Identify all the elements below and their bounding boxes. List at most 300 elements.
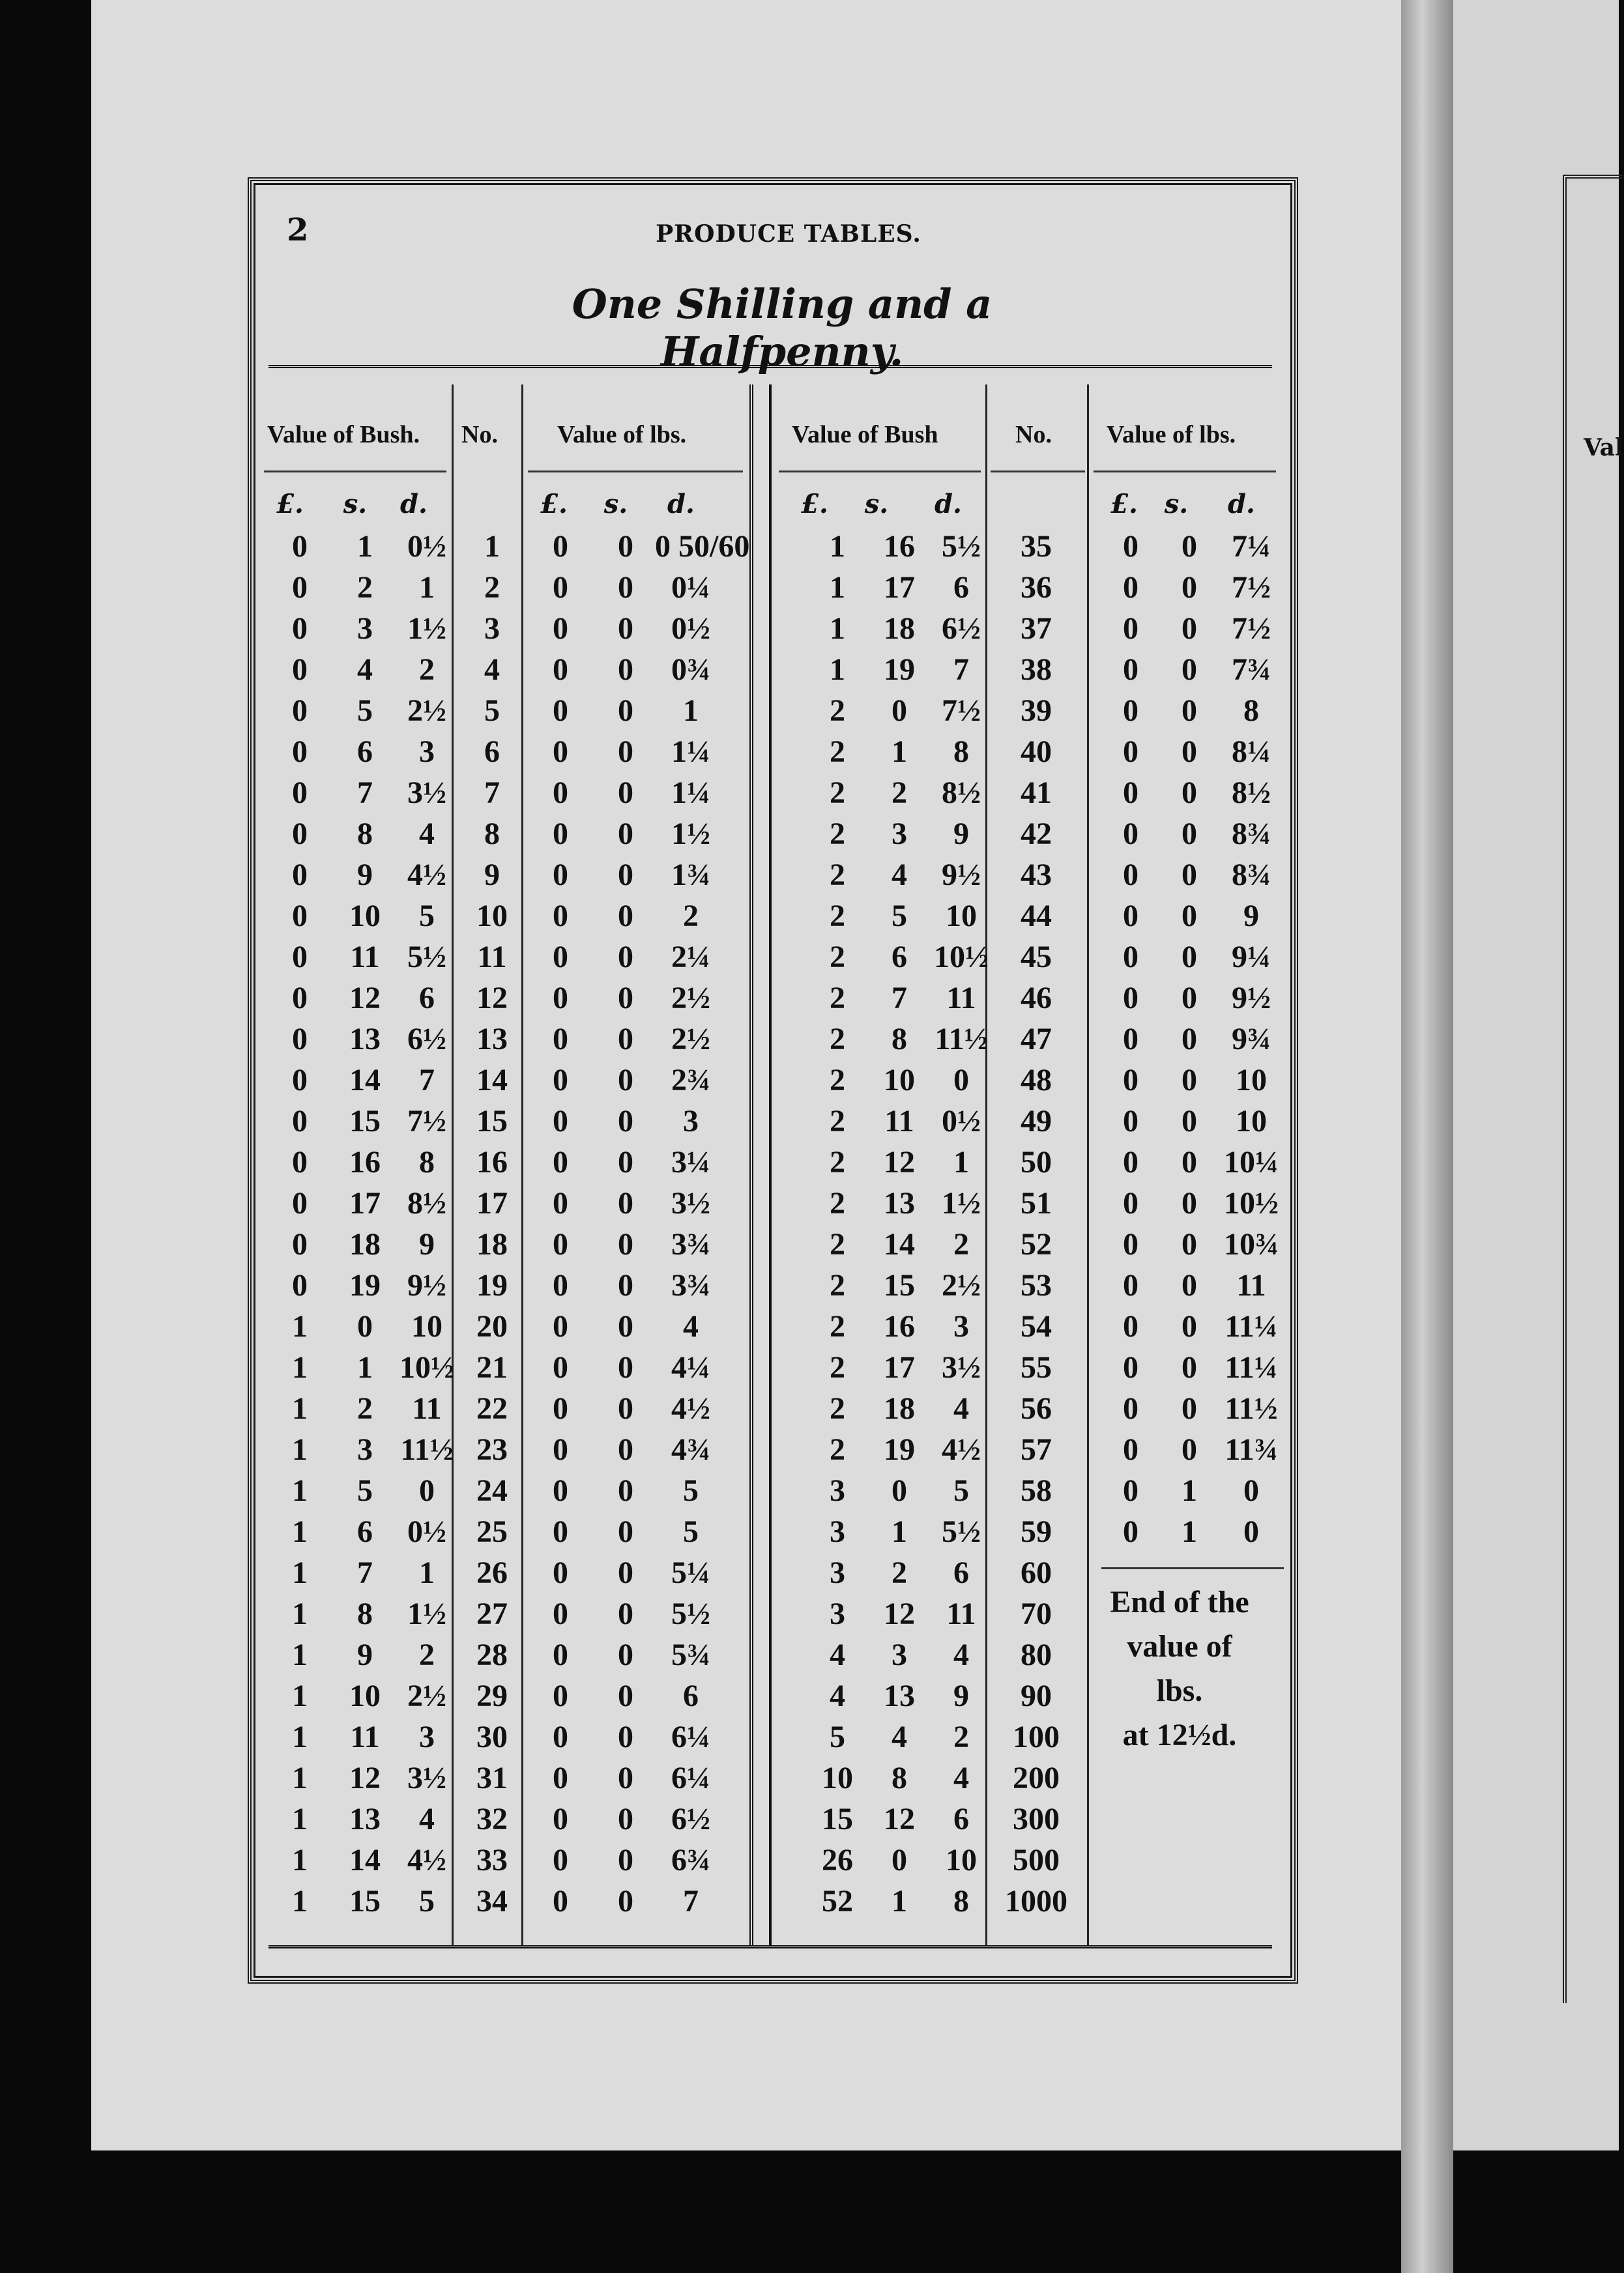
left-lbs-pounds-cell: 0 <box>553 611 568 646</box>
right-lbs-pence-cell: 10 <box>1236 1063 1267 1097</box>
left-number-cell: 25 <box>476 1514 508 1549</box>
right-bush-shillings-cell: 0 <box>892 693 907 728</box>
left-lbs-shillings-cell: 0 <box>618 1022 633 1056</box>
left-number-cell: 2 <box>484 570 500 605</box>
left-lbs-pence-cell: 6½ <box>671 1802 710 1836</box>
right-lbs-pence-cell: 7½ <box>1232 570 1271 605</box>
right-number-cell: 59 <box>1021 1514 1052 1549</box>
right-number-cell: 41 <box>1021 775 1052 810</box>
right-bush-pounds-cell: 2 <box>830 899 845 933</box>
left-lbs-pence-cell: 4 <box>683 1309 699 1344</box>
left-number-cell: 18 <box>476 1227 508 1262</box>
header-value-of-lbs-right: Value of lbs. <box>1107 421 1236 448</box>
left-lbs-pence-cell: 2¼ <box>671 940 710 974</box>
right-lbs-pence-cell: 8¾ <box>1232 858 1271 892</box>
right-bush-pence-cell: 3½ <box>942 1350 981 1385</box>
book-gutter <box>1401 0 1453 2273</box>
left-lbs-pence-cell: 2¾ <box>671 1063 710 1097</box>
right-bush-pounds-cell: 1 <box>830 652 845 687</box>
left-bush-pence-cell: 2 <box>419 652 435 687</box>
left-lbs-shillings-cell: 0 <box>618 1514 633 1549</box>
left-lbs-shillings-cell: 0 <box>618 734 633 769</box>
right-number-cell: 54 <box>1021 1309 1052 1344</box>
left-bush-pounds-cell: 1 <box>292 1843 308 1877</box>
left-lbs-pence-cell: 7 <box>683 1884 699 1918</box>
right-number-cell: 49 <box>1021 1104 1052 1138</box>
left-bush-shillings-cell: 10 <box>349 899 381 933</box>
left-bush-shillings-cell: 4 <box>357 652 373 687</box>
left-bush-pence-cell: 6 <box>419 981 435 1015</box>
left-lbs-pence-cell: 5 <box>683 1473 699 1508</box>
right-bush-pounds-cell: 3 <box>830 1556 845 1590</box>
right-lbs-pence-cell <box>1215 1676 1287 1716</box>
left-lbs-pence-cell: 4¼ <box>671 1350 710 1385</box>
right-bush-pence-cell: 2 <box>953 1227 969 1262</box>
left-bush-pounds-cell: 1 <box>292 1802 308 1836</box>
right-number-cell: 58 <box>1021 1473 1052 1508</box>
left-bush-shillings-cell: 5 <box>357 1473 373 1508</box>
right-lbs-pounds-cell: 0 <box>1123 981 1138 1015</box>
right-bush-pounds-cell: 4 <box>830 1638 845 1672</box>
right-lbs-shillings-cell <box>1153 1635 1225 1675</box>
left-lbs-pounds-cell: 0 <box>553 1761 568 1795</box>
left-lbs-pence-cell: 6 <box>683 1679 699 1713</box>
left-lbs-shillings-cell: 0 <box>618 1186 633 1221</box>
right-bush-pence-cell: 10 <box>946 899 977 933</box>
left-lbs-pence-cell: 4¾ <box>671 1432 710 1467</box>
right-number-cell: 37 <box>1021 611 1052 646</box>
left-lbs-pounds-cell: 0 <box>553 1884 568 1918</box>
left-lbs-shillings-cell: 0 <box>618 1597 633 1631</box>
right-lbs-pence-cell <box>1215 1799 1287 1840</box>
right-lbs-pounds-cell: 0 <box>1123 1186 1138 1221</box>
left-number-cell: 6 <box>484 734 500 769</box>
left-lbs-pence-cell: 5¼ <box>671 1556 710 1590</box>
right-bush-pence-cell: 7 <box>953 652 969 687</box>
right-bush-pounds-cell: 2 <box>830 1391 845 1426</box>
right-bush-shillings-cell: 13 <box>884 1186 915 1221</box>
right-bush-pounds-cell: 1 <box>830 570 845 605</box>
left-bush-pounds-cell: 1 <box>292 1761 308 1795</box>
right-number-cell: 70 <box>1021 1597 1052 1631</box>
right-bush-pounds-cell: 2 <box>830 1022 845 1056</box>
unit-pence: d. <box>935 489 962 519</box>
unit-shillings: s. <box>1164 489 1189 519</box>
left-bush-shillings-cell: 6 <box>357 1514 373 1549</box>
right-bush-pence-cell: 6 <box>953 1802 969 1836</box>
left-lbs-pence-cell: 0 50/60 <box>655 529 750 564</box>
right-number-cell: 80 <box>1021 1638 1052 1672</box>
left-lbs-pounds-cell: 0 <box>553 1679 568 1713</box>
left-bush-shillings-cell: 14 <box>349 1843 381 1877</box>
right-lbs-shillings-cell: 0 <box>1182 858 1197 892</box>
right-lbs-pence-cell: 8¼ <box>1232 734 1271 769</box>
left-bush-shillings-cell: 11 <box>350 1720 380 1754</box>
left-bush-pounds-cell: 1 <box>292 1597 308 1631</box>
left-lbs-shillings-cell: 0 <box>618 817 633 851</box>
right-lbs-pounds-cell: 0 <box>1123 1514 1138 1549</box>
right-bush-pounds-cell: 2 <box>830 817 845 851</box>
left-bush-shillings-cell: 16 <box>349 1145 381 1180</box>
left-number-cell: 23 <box>476 1432 508 1467</box>
left-lbs-pounds-cell: 0 <box>553 1186 568 1221</box>
right-lbs-pounds-cell: 0 <box>1123 899 1138 933</box>
end-note-line: End of the <box>1110 1585 1249 1619</box>
left-lbs-shillings-cell: 0 <box>618 1761 633 1795</box>
right-lbs-pounds-cell: 0 <box>1123 652 1138 687</box>
right-bush-pence-cell: 0½ <box>942 1104 981 1138</box>
left-bush-pounds-cell: 1 <box>292 1432 308 1467</box>
left-lbs-pounds-cell: 0 <box>553 1227 568 1262</box>
left-lbs-pence-cell: 0½ <box>671 611 710 646</box>
right-bush-shillings-cell: 2 <box>892 1556 907 1590</box>
left-bush-pence-cell: 4 <box>419 1802 435 1836</box>
left-bush-pounds-cell: 0 <box>292 734 308 769</box>
right-lbs-pence-cell <box>1215 1758 1287 1799</box>
left-bush-pence-cell: 3 <box>419 734 435 769</box>
left-lbs-shillings-cell: 0 <box>618 1145 633 1180</box>
unit-pence: d. <box>400 489 428 519</box>
left-number-cell: 3 <box>484 611 500 646</box>
right-bush-pence-cell: 8½ <box>942 775 981 810</box>
left-bush-pounds-cell: 1 <box>292 1473 308 1508</box>
left-lbs-shillings-cell: 0 <box>618 1884 633 1918</box>
right-bush-pounds-cell: 2 <box>830 858 845 892</box>
facing-page-header-fragment: Val <box>1584 434 1624 461</box>
right-bush-shillings-cell: 11 <box>884 1104 914 1138</box>
left-bush-pounds-cell: 0 <box>292 529 308 564</box>
right-bush-shillings-cell: 16 <box>884 1309 915 1344</box>
right-lbs-shillings-cell: 0 <box>1182 1063 1197 1097</box>
right-bush-pounds-cell: 2 <box>830 940 845 974</box>
left-lbs-shillings-cell: 0 <box>618 1391 633 1426</box>
right-bush-pounds-cell: 2 <box>830 1309 845 1344</box>
header-underline <box>264 471 446 472</box>
left-bush-pounds-cell: 0 <box>292 940 308 974</box>
left-number-cell: 26 <box>476 1556 508 1590</box>
right-lbs-pence-cell: 7½ <box>1232 611 1271 646</box>
left-lbs-shillings-cell: 0 <box>618 1350 633 1385</box>
right-lbs-pence-cell <box>1215 1881 1287 1922</box>
right-lbs-shillings-cell: 0 <box>1182 775 1197 810</box>
right-bush-pence-cell: 8 <box>953 1884 969 1918</box>
left-bush-pounds-cell: 1 <box>292 1350 308 1385</box>
left-lbs-pounds-cell: 0 <box>553 693 568 728</box>
right-number-cell: 42 <box>1021 817 1052 851</box>
right-lbs-pence-cell <box>1215 1594 1287 1634</box>
right-bush-shillings-cell: 19 <box>884 1432 915 1467</box>
right-number-cell: 52 <box>1021 1227 1052 1262</box>
left-number-cell: 21 <box>476 1350 508 1385</box>
left-lbs-pence-cell: 3¼ <box>671 1145 710 1180</box>
left-number-cell: 9 <box>484 858 500 892</box>
page-number: 2 <box>287 212 309 248</box>
left-bush-pence-cell: 0 <box>419 1473 435 1508</box>
left-bush-pounds-cell: 0 <box>292 570 308 605</box>
left-number-cell: 24 <box>476 1473 508 1508</box>
right-bush-pounds-cell: 2 <box>830 981 845 1015</box>
right-lbs-pence-cell: 8 <box>1243 693 1259 728</box>
left-lbs-pounds-cell: 0 <box>553 1268 568 1303</box>
left-number-cell: 19 <box>476 1268 508 1303</box>
right-lbs-shillings-cell: 0 <box>1182 1227 1197 1262</box>
left-bush-pounds-cell: 1 <box>292 1514 308 1549</box>
right-lbs-pence-cell: 0 <box>1243 1514 1259 1549</box>
left-lbs-pence-cell: 3¾ <box>671 1268 710 1303</box>
left-number-cell: 4 <box>484 652 500 687</box>
left-number-cell: 5 <box>484 693 500 728</box>
right-bush-shillings-cell: 10 <box>884 1063 915 1097</box>
unit-pounds: £. <box>1110 489 1138 519</box>
unit-pounds: £. <box>801 489 828 519</box>
right-number-cell: 38 <box>1021 652 1052 687</box>
left-bush-shillings-cell: 0 <box>357 1309 373 1344</box>
left-lbs-shillings-cell: 0 <box>618 611 633 646</box>
left-lbs-pence-cell: 2½ <box>671 1022 710 1056</box>
right-lbs-shillings-cell <box>1153 1881 1225 1922</box>
unit-shillings: s. <box>603 489 628 519</box>
right-lbs-shillings-cell: 0 <box>1182 1104 1197 1138</box>
left-bush-pounds-cell: 0 <box>292 1268 308 1303</box>
left-bush-pence-cell: 8½ <box>407 1186 446 1221</box>
right-bush-shillings-cell: 0 <box>892 1473 907 1508</box>
right-number-cell: 200 <box>1013 1761 1060 1795</box>
left-lbs-pounds-cell: 0 <box>553 1022 568 1056</box>
left-bush-shillings-cell: 2 <box>357 570 373 605</box>
left-lbs-shillings-cell: 0 <box>618 1309 633 1344</box>
right-bush-pounds-cell: 1 <box>830 611 845 646</box>
divider-center-left <box>749 384 753 1945</box>
left-number-cell: 28 <box>476 1638 508 1672</box>
right-lbs-pence-cell <box>1215 1717 1287 1758</box>
left-bush-pence-cell: 4½ <box>407 858 446 892</box>
left-bush-pounds-cell: 0 <box>292 1186 308 1221</box>
right-bush-shillings-cell: 5 <box>892 899 907 933</box>
right-number-cell: 40 <box>1021 734 1052 769</box>
left-bush-pence-cell: 7 <box>419 1063 435 1097</box>
right-bush-pence-cell: 11 <box>946 1597 976 1631</box>
right-number-cell: 500 <box>1013 1843 1060 1877</box>
unit-pounds: £. <box>276 489 304 519</box>
left-lbs-pounds-cell: 0 <box>553 570 568 605</box>
right-bush-pounds-cell: 5 <box>830 1720 845 1754</box>
left-bush-pence-cell: 11½ <box>400 1432 454 1467</box>
right-bush-shillings-cell: 12 <box>884 1597 915 1631</box>
right-lbs-pounds-cell: 0 <box>1123 734 1138 769</box>
right-bush-shillings-cell: 19 <box>884 652 915 687</box>
left-lbs-shillings-cell: 0 <box>618 652 633 687</box>
left-lbs-pounds-cell: 0 <box>553 940 568 974</box>
left-bush-shillings-cell: 12 <box>349 981 381 1015</box>
left-lbs-pence-cell: 1¼ <box>671 775 710 810</box>
left-number-cell: 16 <box>476 1145 508 1180</box>
unit-shillings: s. <box>343 489 368 519</box>
left-bush-pence-cell: 6½ <box>407 1022 446 1056</box>
left-bush-pounds-cell: 0 <box>292 652 308 687</box>
right-lbs-pounds-cell: 0 <box>1123 1268 1138 1303</box>
right-lbs-shillings-cell <box>1153 1676 1225 1716</box>
left-lbs-pounds-cell: 0 <box>553 1597 568 1631</box>
left-bush-shillings-cell: 3 <box>357 611 373 646</box>
right-bush-pounds-cell: 10 <box>822 1761 853 1795</box>
right-lbs-shillings-cell <box>1153 1553 1225 1593</box>
right-lbs-pounds-cell: 0 <box>1123 1432 1138 1467</box>
left-bush-pence-cell: 9½ <box>407 1268 446 1303</box>
right-lbs-shillings-cell: 0 <box>1182 529 1197 564</box>
right-bush-shillings-cell: 8 <box>892 1022 907 1056</box>
left-number-cell: 31 <box>476 1761 508 1795</box>
right-lbs-pounds-cell: 0 <box>1123 529 1138 564</box>
right-bush-pence-cell: 9 <box>953 1679 969 1713</box>
header-value-of-bush: Value of Bush. <box>267 421 420 448</box>
left-lbs-pounds-cell: 0 <box>553 1391 568 1426</box>
left-bush-pence-cell: 3½ <box>407 775 446 810</box>
right-lbs-pence-cell: 9 <box>1243 899 1259 933</box>
left-bush-pence-cell: 1 <box>419 570 435 605</box>
left-lbs-shillings-cell: 0 <box>618 775 633 810</box>
right-lbs-pounds-cell: 0 <box>1123 1309 1138 1344</box>
left-bush-shillings-cell: 13 <box>349 1802 381 1836</box>
right-bush-pence-cell: 9 <box>953 817 969 851</box>
left-bush-pounds-cell: 0 <box>292 1145 308 1180</box>
right-lbs-shillings-cell <box>1153 1594 1225 1634</box>
left-bush-pence-cell: 7½ <box>407 1104 446 1138</box>
left-lbs-shillings-cell: 0 <box>618 1227 633 1262</box>
right-lbs-pounds-cell: 0 <box>1123 1391 1138 1426</box>
left-bush-shillings-cell: 5 <box>357 693 373 728</box>
right-bush-shillings-cell: 1 <box>892 1514 907 1549</box>
right-lbs-pence-cell: 11¼ <box>1225 1309 1278 1344</box>
right-bush-pounds-cell: 4 <box>830 1679 845 1713</box>
right-lbs-shillings-cell: 0 <box>1182 981 1197 1015</box>
right-number-cell: 48 <box>1021 1063 1052 1097</box>
header-underline <box>528 471 743 472</box>
right-bush-pence-cell: 4 <box>953 1761 969 1795</box>
left-bush-pence-cell: 1½ <box>407 611 446 646</box>
left-number-cell: 15 <box>476 1104 508 1138</box>
end-note-line: value of lbs. <box>1127 1629 1232 1708</box>
left-bush-pounds-cell: 0 <box>292 981 308 1015</box>
left-lbs-shillings-cell: 0 <box>618 1556 633 1590</box>
right-number-cell: 36 <box>1021 570 1052 605</box>
right-lbs-pence-cell: 10 <box>1236 1104 1267 1138</box>
left-lbs-pounds-cell: 0 <box>553 529 568 564</box>
right-number-cell: 90 <box>1021 1679 1052 1713</box>
right-lbs-pence-cell: 11 <box>1236 1268 1266 1303</box>
left-lbs-pence-cell: 4½ <box>671 1391 710 1426</box>
left-lbs-pence-cell: 1½ <box>671 817 710 851</box>
right-bush-pounds-cell: 2 <box>830 1186 845 1221</box>
left-bush-shillings-cell: 1 <box>357 529 373 564</box>
header-no: No. <box>461 421 498 448</box>
left-number-cell: 30 <box>476 1720 508 1754</box>
right-number-cell: 57 <box>1021 1432 1052 1467</box>
left-lbs-pounds-cell: 0 <box>553 1145 568 1180</box>
left-bush-pence-cell: 10½ <box>399 1350 454 1385</box>
left-lbs-pence-cell: 5¾ <box>671 1638 710 1672</box>
left-bush-pence-cell: 9 <box>419 1227 435 1262</box>
left-bush-pounds-cell: 0 <box>292 1104 308 1138</box>
right-bush-pounds-cell: 52 <box>822 1884 853 1918</box>
left-lbs-shillings-cell: 0 <box>618 529 633 564</box>
right-lbs-pence-cell: 11¼ <box>1225 1350 1278 1385</box>
right-lbs-pounds-cell: 0 <box>1123 1145 1138 1180</box>
right-number-cell: 43 <box>1021 858 1052 892</box>
left-number-cell: 14 <box>476 1063 508 1097</box>
left-lbs-pounds-cell: 0 <box>553 1350 568 1385</box>
left-bush-pence-cell: 3½ <box>407 1761 446 1795</box>
right-bush-shillings-cell: 17 <box>884 570 915 605</box>
left-bush-pence-cell: 1 <box>419 1556 435 1590</box>
left-number-cell: 22 <box>476 1391 508 1426</box>
right-bush-pence-cell: 7½ <box>942 693 981 728</box>
left-bush-shillings-cell: 1 <box>357 1350 373 1385</box>
right-number-cell: 100 <box>1013 1720 1060 1754</box>
right-bush-shillings-cell: 1 <box>892 734 907 769</box>
right-lbs-pence-cell: 10½ <box>1224 1186 1279 1221</box>
right-lbs-shillings-cell: 0 <box>1182 1391 1197 1426</box>
right-number-cell: 56 <box>1021 1391 1052 1426</box>
left-lbs-pounds-cell: 0 <box>553 1104 568 1138</box>
right-bush-shillings-cell: 16 <box>884 529 915 564</box>
unit-pence: d. <box>667 489 695 519</box>
left-lbs-pounds-cell: 0 <box>553 1638 568 1672</box>
left-bush-shillings-cell: 17 <box>349 1186 381 1221</box>
left-lbs-pence-cell: 6¼ <box>671 1720 710 1754</box>
right-lbs-pounds-cell: 0 <box>1123 611 1138 646</box>
left-lbs-shillings-cell: 0 <box>618 1843 633 1877</box>
header-no-right: No. <box>1015 421 1052 448</box>
left-lbs-pounds-cell: 0 <box>553 1843 568 1877</box>
left-lbs-shillings-cell: 0 <box>618 1679 633 1713</box>
left-lbs-shillings-cell: 0 <box>618 899 633 933</box>
right-bush-pence-cell: 6½ <box>942 611 981 646</box>
left-number-cell: 32 <box>476 1802 508 1836</box>
left-lbs-pence-cell: 0¾ <box>671 652 710 687</box>
right-number-cell: 45 <box>1021 940 1052 974</box>
right-lbs-pounds-cell: 0 <box>1123 817 1138 851</box>
right-bush-pence-cell: 4 <box>953 1638 969 1672</box>
right-number-cell: 51 <box>1021 1186 1052 1221</box>
right-bush-shillings-cell: 12 <box>884 1145 915 1180</box>
left-bush-pence-cell: 0½ <box>407 1514 446 1549</box>
right-bush-shillings-cell: 18 <box>884 1391 915 1426</box>
left-bush-pence-cell: 0½ <box>407 529 446 564</box>
left-number-cell: 12 <box>476 981 508 1015</box>
left-bush-shillings-cell: 8 <box>357 817 373 851</box>
right-bush-pence-cell: 8 <box>953 734 969 769</box>
right-bush-shillings-cell: 12 <box>884 1802 915 1836</box>
right-lbs-pounds-cell: 0 <box>1123 940 1138 974</box>
left-number-cell: 27 <box>476 1597 508 1631</box>
left-lbs-pence-cell: 2½ <box>671 981 710 1015</box>
left-bush-shillings-cell: 2 <box>357 1391 373 1426</box>
left-lbs-pence-cell: 0¼ <box>671 570 710 605</box>
right-lbs-shillings-cell: 0 <box>1182 1432 1197 1467</box>
left-lbs-shillings-cell: 0 <box>618 1063 633 1097</box>
right-bush-pounds-cell: 2 <box>830 775 845 810</box>
left-bush-shillings-cell: 7 <box>357 1556 373 1590</box>
right-lbs-shillings-cell: 0 <box>1182 1186 1197 1221</box>
left-bush-shillings-cell: 8 <box>357 1597 373 1631</box>
right-bush-shillings-cell: 7 <box>892 981 907 1015</box>
right-lbs-shillings-cell: 0 <box>1182 734 1197 769</box>
right-lbs-pounds-cell: 0 <box>1123 570 1138 605</box>
right-bush-pence-cell: 3 <box>953 1309 969 1344</box>
left-bush-pence-cell: 11 <box>412 1391 442 1426</box>
right-bush-pence-cell: 0 <box>953 1063 969 1097</box>
right-number-cell: 55 <box>1021 1350 1052 1385</box>
